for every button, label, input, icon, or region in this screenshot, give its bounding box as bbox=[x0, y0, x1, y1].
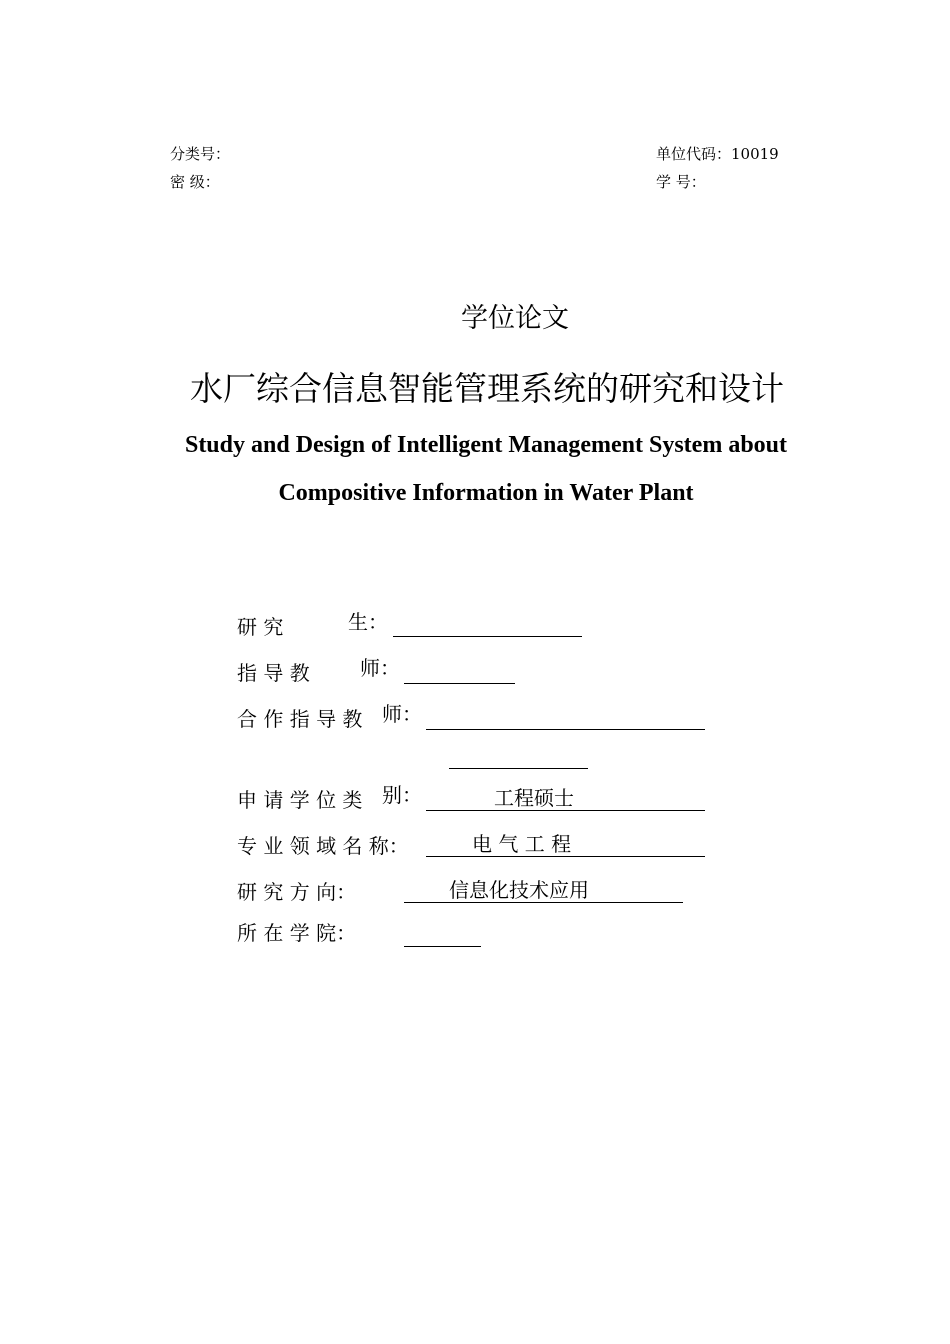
student-id-label: 学 号： bbox=[656, 173, 706, 191]
supervisor-field-line bbox=[404, 659, 515, 684]
degree-category-label-suffix: 别： bbox=[382, 783, 422, 807]
field-name-label: 专 业 领 域 名 称： bbox=[237, 834, 409, 858]
supervisor-label: 指 导 教 bbox=[237, 661, 310, 685]
co-supervisor-label-suffix: 师： bbox=[382, 702, 422, 726]
degree-type-title: 学位论文 bbox=[461, 303, 569, 334]
researcher-field-line bbox=[393, 612, 582, 637]
degree-category-field-line bbox=[426, 786, 705, 811]
research-direction-field-line bbox=[404, 878, 683, 903]
research-direction-value: 信息化技术应用 bbox=[449, 878, 589, 902]
degree-category-value: 工程硕士 bbox=[494, 786, 574, 810]
unit-code-label: 单位代码：10019 bbox=[656, 145, 779, 163]
co-supervisor-field-line bbox=[426, 705, 705, 730]
thesis-title-cn: 水厂综合信息智能管理系统的研究和设计 bbox=[190, 369, 784, 408]
researcher-label-suffix: 生： bbox=[348, 610, 388, 634]
field-name-value: 电 气 工 程 bbox=[472, 832, 572, 856]
classification-number-label: 分类号： bbox=[170, 145, 231, 163]
secret-level-label: 密 级： bbox=[170, 173, 220, 191]
research-direction-label: 研 究 方 向： bbox=[237, 880, 357, 904]
co-supervisor-label: 合 作 指 导 教 bbox=[237, 707, 363, 731]
co-supervisor-field-line-2 bbox=[449, 744, 588, 769]
thesis-title-en-line2: Compositive Information in Water Plant bbox=[278, 480, 694, 506]
school-field-line bbox=[404, 922, 481, 947]
researcher-label: 研 究 bbox=[237, 615, 284, 639]
field-name-field-line bbox=[426, 832, 705, 857]
supervisor-label-suffix: 师： bbox=[360, 656, 400, 680]
school-label: 所 在 学 院： bbox=[237, 921, 357, 945]
thesis-title-en-line1: Study and Design of Intelligent Management System about bbox=[184, 432, 788, 458]
degree-category-label: 申 请 学 位 类 bbox=[237, 788, 363, 812]
